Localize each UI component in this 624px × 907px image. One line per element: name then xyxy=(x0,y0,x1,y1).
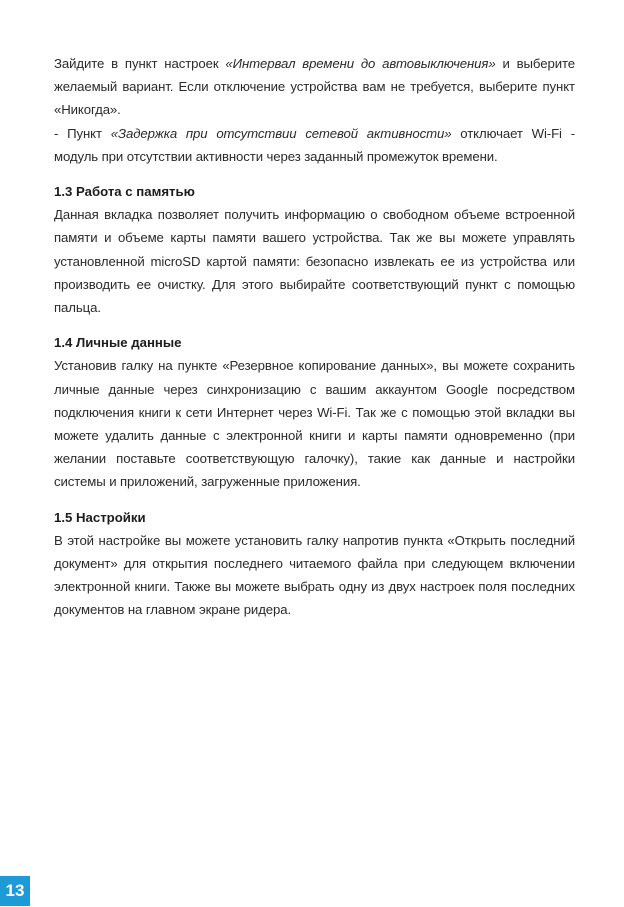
section-heading: 1.3 Работа с памятью xyxy=(54,184,195,200)
section-heading: 1.5 Настройки xyxy=(54,509,146,525)
setting-name-network-delay: «Задержка при отсутствии сетевой активности» xyxy=(110,125,452,141)
section-memory xyxy=(54,180,575,319)
section-personal-data xyxy=(54,331,575,493)
page-number-badge: 13 xyxy=(0,876,30,906)
section-text: Данная вкладка позволяет получить информацию о свободном объеме встроенной памяти и объеме карты памяти вашего устройства. Так же вы можете управлять установленной microSD картой памяти: безопасно извлекать ее из устройства или производить ее очистку. Для этого выбирайте соответствующий пункт с помощью пальца. xyxy=(54,207,575,316)
section-text: В этой настройке вы можете установить галку напротив пункта «Открыть последний документ» для открытия последнего читаемого файла при следующем включении электронной книги. Также вы можете выбрать одну из двух настроек поля последних документов на главном экране ридера. xyxy=(54,532,575,618)
setting-name-autooff: «Интервал времени до автовыключения» xyxy=(225,56,496,71)
intro-paragraph-1: Зайдите в пункт настроек «Интервал времени до автовыключения» и выберите желаемый вариант. Если отключение устройства вам не требуется, выберите пункт «Никогда». xyxy=(54,56,575,118)
document-body xyxy=(54,52,575,622)
section-text: Установив галку на пункте «Резервное копирование данных», вы можете сохранить личные данные через синхронизацию с вашим аккаунтом Google посредством подключения книги к сети Интернет через Wi-Fi. Так же с помощью этой вкладки вы можете удалить данные с электронной книги и карты памяти одновременно (при желании поставьте соответствующую галочку), такие как данные и настройки системы и приложений, загруженные приложения. xyxy=(54,358,575,490)
intro-paragraph-2: - Пункт «Задержка при отсутствии сетевой активности» отключает Wi-Fi - модуль при отсутствии активности через заданный промежуток времени. xyxy=(54,125,575,164)
section-heading: 1.4 Личные данные xyxy=(54,335,182,351)
section-settings xyxy=(54,506,575,622)
